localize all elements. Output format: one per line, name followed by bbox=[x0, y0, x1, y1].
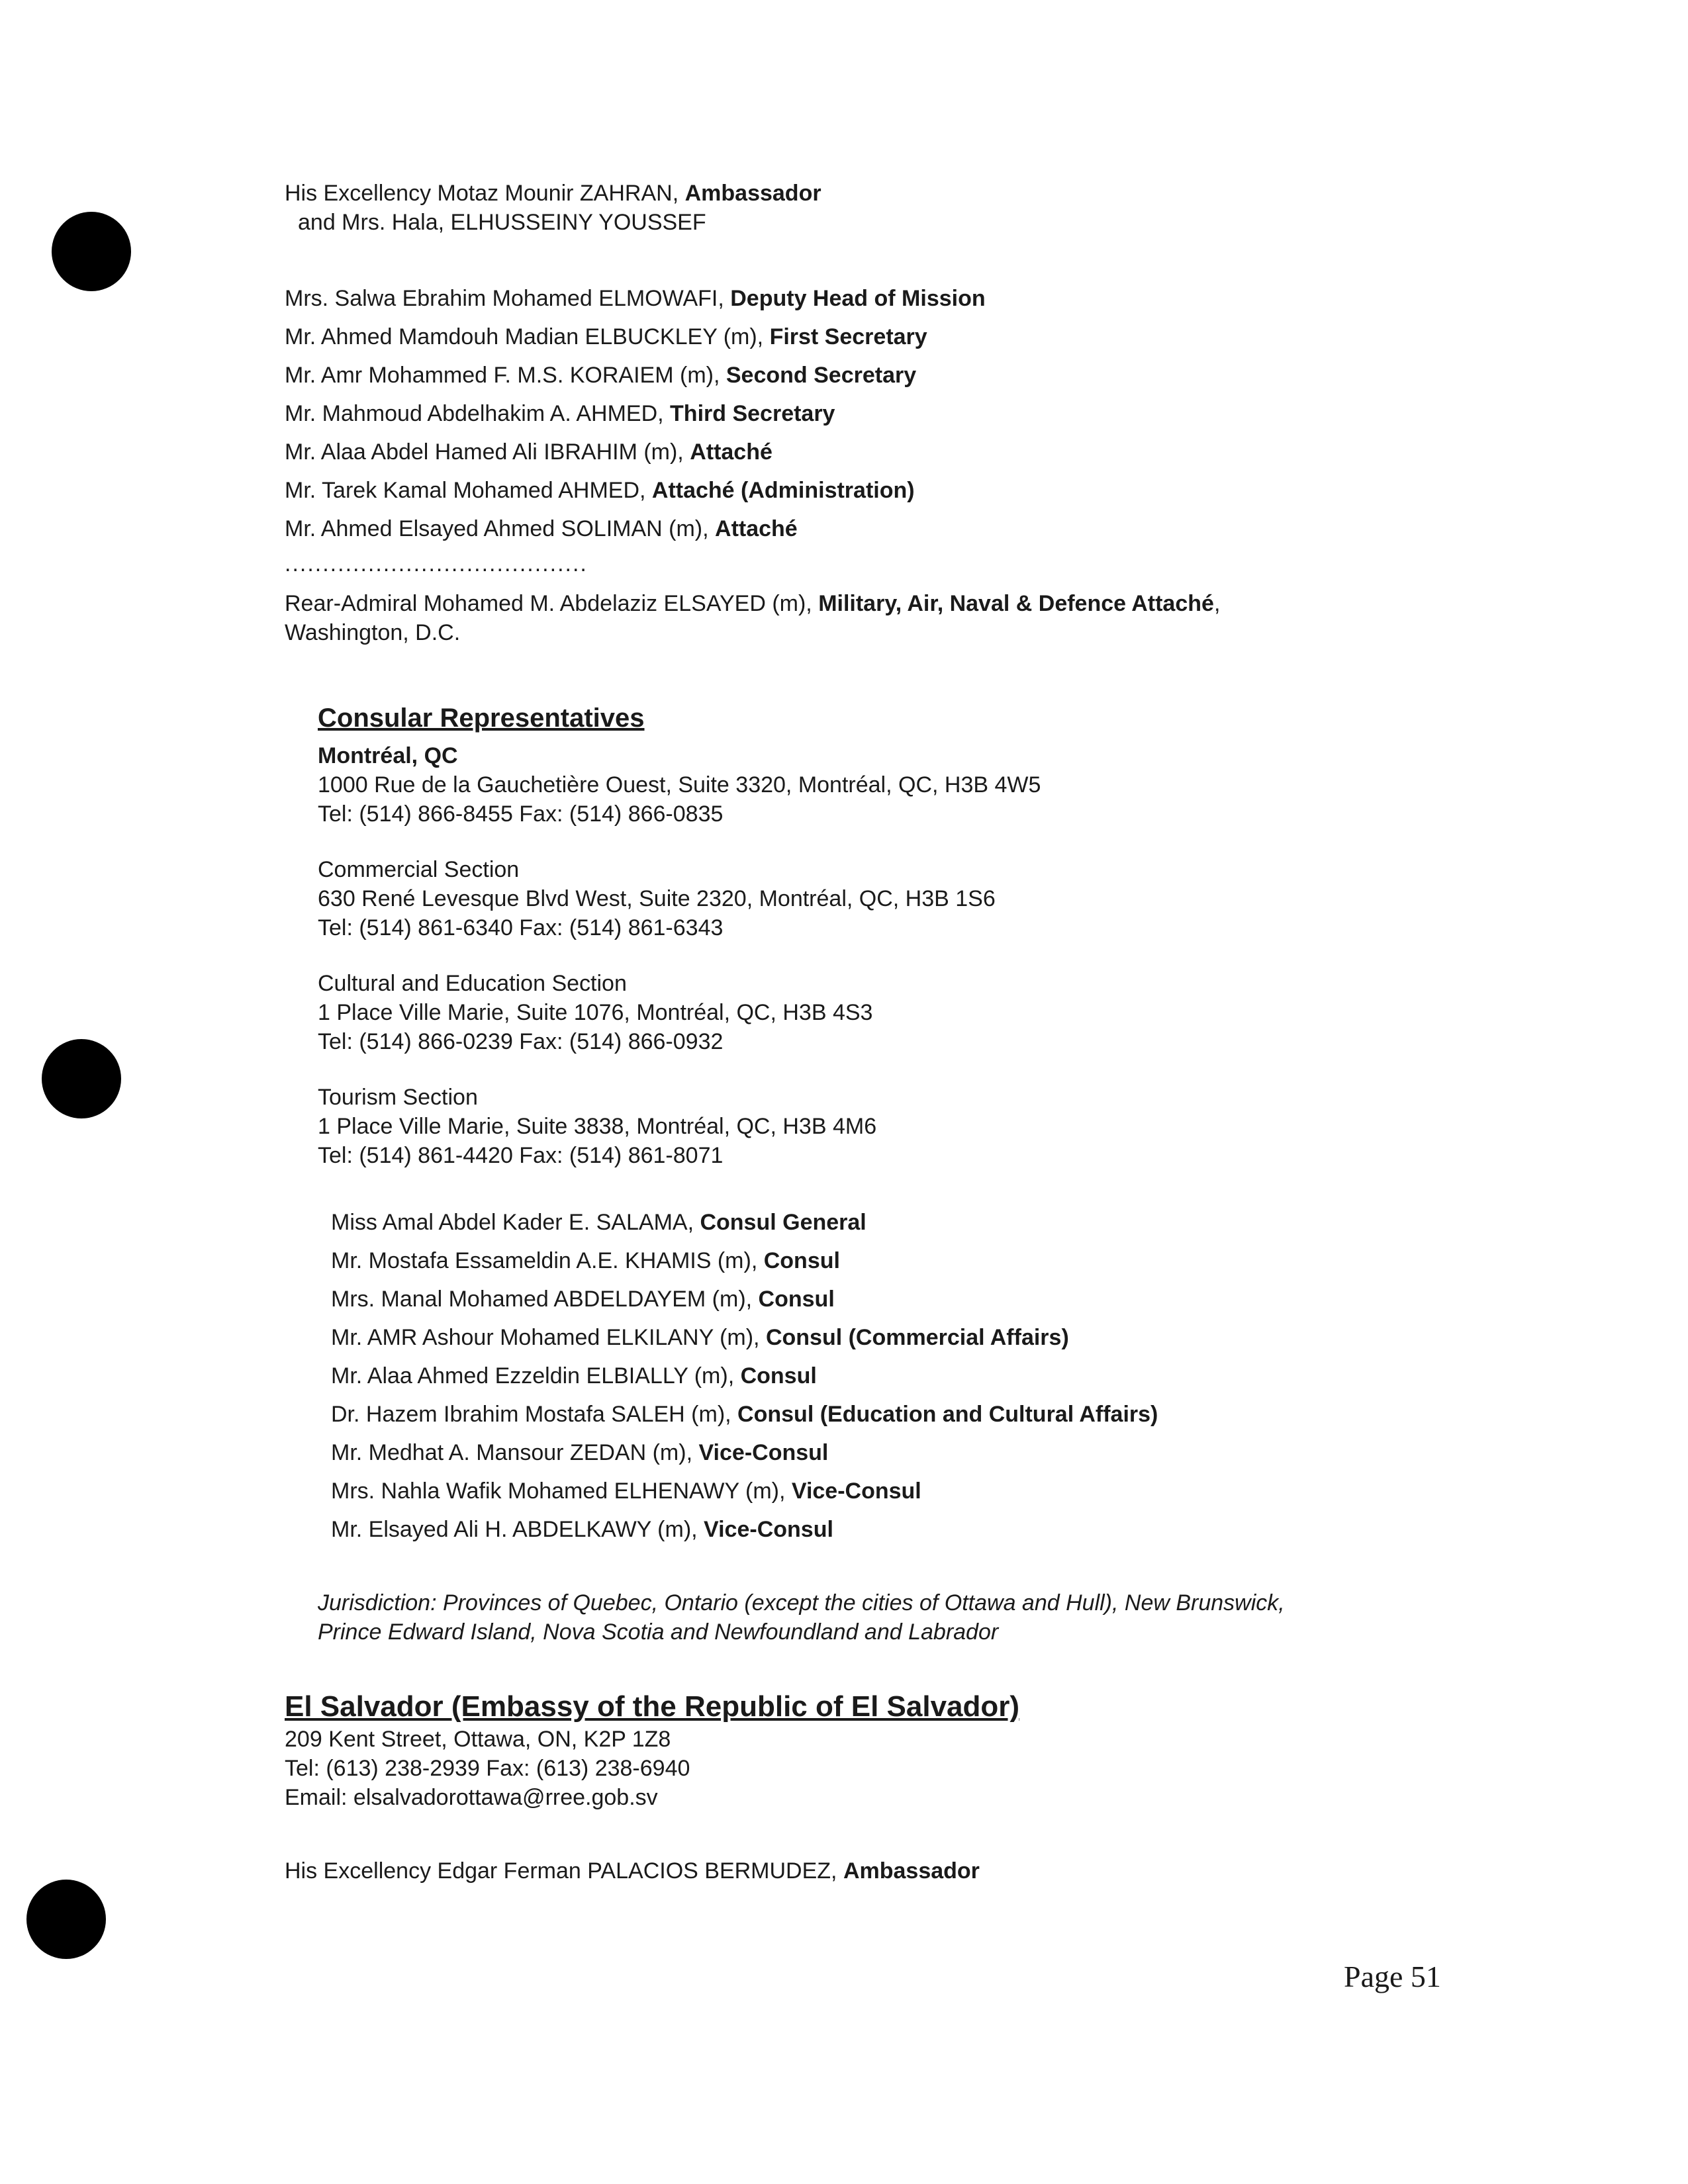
consular-staff-member bbox=[331, 1318, 1158, 1357]
separator-dots: ........................................ bbox=[285, 551, 588, 576]
consular-staff-title: Consul General bbox=[700, 1210, 867, 1235]
consular-heading: Consular Representatives bbox=[318, 704, 645, 733]
staff-member bbox=[285, 433, 986, 471]
staff-title: Attaché (Administration) bbox=[651, 478, 915, 503]
consular-staff-name: Mr. Elsayed Ali H. ABDELKAWY (m), bbox=[331, 1517, 704, 1542]
consular-staff-member bbox=[331, 1433, 1158, 1472]
consular-staff-name: Mr. Medhat A. Mansour ZEDAN (m), bbox=[331, 1440, 699, 1465]
office-name: Commercial Section bbox=[318, 857, 520, 882]
consular-staff-name: Mr. Mostafa Essameldin A.E. KHAMIS (m), bbox=[331, 1248, 764, 1273]
ambassador-line bbox=[285, 179, 821, 208]
staff-member bbox=[285, 471, 986, 510]
el-salvador-section bbox=[285, 1689, 1019, 1812]
office-name: Tourism Section bbox=[318, 1085, 478, 1110]
el-salvador-ambassador bbox=[285, 1856, 980, 1886]
consular-staff-name: Mrs. Manal Mohamed ABDELDAYEM (m), bbox=[331, 1287, 759, 1312]
binder-hole-top bbox=[52, 212, 131, 291]
office-address: 1 Place Ville Marie, Suite 1076, Montréal, QC, H3B 4S3 bbox=[318, 1000, 873, 1025]
staff-member bbox=[285, 510, 986, 548]
ambassador-name: His Excellency Motaz Mounir ZAHRAN, bbox=[285, 181, 685, 206]
binder-hole-middle bbox=[42, 1039, 121, 1118]
el-salvador-address: 209 Kent Street, Ottawa, ON, K2P 1Z8 bbox=[285, 1727, 671, 1752]
consular-staff-title: Vice-Consul bbox=[704, 1517, 833, 1542]
el-salvador-email: Email: elsalvadorottawa@rree.gob.sv bbox=[285, 1785, 658, 1810]
office-phone: Tel: (514) 866-8455 Fax: (514) 866-0835 bbox=[318, 801, 724, 827]
military-attache-line bbox=[285, 589, 1220, 618]
consular-staff-list bbox=[331, 1203, 1158, 1549]
staff-name: Mr. Alaa Abdel Hamed Ali IBRAHIM (m), bbox=[285, 439, 690, 465]
consular-staff-member bbox=[331, 1510, 1158, 1549]
ambassador-spouse: and Mrs. Hala, ELHUSSEINY YOUSSEF bbox=[298, 210, 706, 235]
el-salvador-heading: El Salvador (Embassy of the Republic of El Salvador) bbox=[285, 1690, 1020, 1723]
military-attache-location: Washington, D.C. bbox=[285, 620, 461, 645]
staff-name: Mr. Tarek Kamal Mohamed AHMED, bbox=[285, 478, 652, 503]
staff-name: Mrs. Salwa Ebrahim Mohamed ELMOWAFI, bbox=[285, 286, 731, 311]
ambassador-title: Ambassador bbox=[684, 181, 821, 206]
consular-city: Montréal, QC bbox=[318, 743, 458, 768]
military-attache-suffix: , bbox=[1213, 591, 1221, 616]
binder-hole-bottom bbox=[26, 1880, 106, 1959]
staff-title: First Secretary bbox=[769, 324, 927, 349]
staff-title: Second Secretary bbox=[726, 363, 917, 388]
jurisdiction-line: Prince Edward Island, Nova Scotia and Newfoundland and Labrador bbox=[318, 1619, 999, 1645]
el-salvador-ambassador-name: His Excellency Edgar Ferman PALACIOS BERMUDEZ, bbox=[285, 1858, 843, 1884]
office-address: 1 Place Ville Marie, Suite 3838, Montréal, QC, H3B 4M6 bbox=[318, 1114, 877, 1139]
consular-staff-title: Consul bbox=[758, 1287, 835, 1312]
consular-staff-title: Vice-Consul bbox=[791, 1479, 921, 1504]
consular-staff-name: Mr. Alaa Ahmed Ezzeldin ELBIALLY (m), bbox=[331, 1363, 741, 1388]
office-phone: Tel: (514) 861-6340 Fax: (514) 861-6343 bbox=[318, 915, 724, 940]
office-address: 1000 Rue de la Gauchetière Ouest, Suite 3320, Montréal, QC, H3B 4W5 bbox=[318, 772, 1041, 797]
consular-staff-member bbox=[331, 1280, 1158, 1318]
consular-staff-member bbox=[331, 1203, 1158, 1242]
staff-title: Third Secretary bbox=[670, 401, 835, 426]
staff-member bbox=[285, 394, 986, 433]
staff-name: Mr. Mahmoud Abdelhakim A. AHMED, bbox=[285, 401, 671, 426]
el-salvador-phone: Tel: (613) 238-2939 Fax: (613) 238-6940 bbox=[285, 1756, 690, 1781]
ambassador-block bbox=[285, 179, 821, 237]
el-salvador-ambassador-line bbox=[285, 1856, 980, 1886]
office-phone: Tel: (514) 866-0239 Fax: (514) 866-0932 bbox=[318, 1029, 724, 1054]
consular-staff-title: Consul bbox=[740, 1363, 817, 1388]
staff-name: Mr. Ahmed Mamdouh Madian ELBUCKLEY (m), bbox=[285, 324, 770, 349]
consular-staff-title: Consul bbox=[763, 1248, 840, 1273]
jurisdiction-line: Jurisdiction: Provinces of Quebec, Ontario (except the cities of Ottawa and Hull), New Brunswick, bbox=[318, 1590, 1285, 1615]
jurisdiction-note bbox=[318, 1588, 1285, 1647]
office-address: 630 René Levesque Blvd West, Suite 2320, Montréal, QC, H3B 1S6 bbox=[318, 886, 996, 911]
staff-title: Deputy Head of Mission bbox=[730, 286, 986, 311]
page-number: Page 51 bbox=[1344, 1960, 1441, 1993]
staff-member bbox=[285, 356, 986, 394]
staff-name: Mr. Ahmed Elsayed Ahmed SOLIMAN (m), bbox=[285, 516, 716, 541]
staff-list bbox=[285, 279, 986, 548]
consular-staff-member bbox=[331, 1472, 1158, 1510]
consular-staff-name: Mrs. Nahla Wafik Mohamed ELHENAWY (m), bbox=[331, 1479, 792, 1504]
consular-section bbox=[318, 702, 1041, 1170]
consular-staff-title: Consul (Education and Cultural Affairs) bbox=[737, 1402, 1158, 1427]
staff-member bbox=[285, 279, 986, 318]
consular-staff-member bbox=[331, 1357, 1158, 1395]
staff-title: Attaché bbox=[690, 439, 773, 465]
military-attache-title: Military, Air, Naval & Defence Attaché bbox=[818, 591, 1214, 616]
office-name: Cultural and Education Section bbox=[318, 971, 627, 996]
consular-staff-member bbox=[331, 1395, 1158, 1433]
military-attache-name: Rear-Admiral Mohamed M. Abdelaziz ELSAYED (m), bbox=[285, 591, 819, 616]
military-attache-block bbox=[285, 589, 1220, 647]
consular-staff-name: Miss Amal Abdel Kader E. SALAMA, bbox=[331, 1210, 700, 1235]
staff-member bbox=[285, 318, 986, 356]
staff-title: Attaché bbox=[715, 516, 798, 541]
consular-staff-title: Vice-Consul bbox=[698, 1440, 829, 1465]
el-salvador-ambassador-title: Ambassador bbox=[843, 1858, 980, 1884]
staff-name: Mr. Amr Mohammed F. M.S. KORAIEM (m), bbox=[285, 363, 726, 388]
consular-staff-member bbox=[331, 1242, 1158, 1280]
consular-staff-name: Mr. AMR Ashour Mohamed ELKILANY (m), bbox=[331, 1325, 766, 1350]
consular-staff-name: Dr. Hazem Ibrahim Mostafa SALEH (m), bbox=[331, 1402, 738, 1427]
consular-staff-title: Consul (Commercial Affairs) bbox=[765, 1325, 1069, 1350]
office-phone: Tel: (514) 861-4420 Fax: (514) 861-8071 bbox=[318, 1143, 724, 1168]
